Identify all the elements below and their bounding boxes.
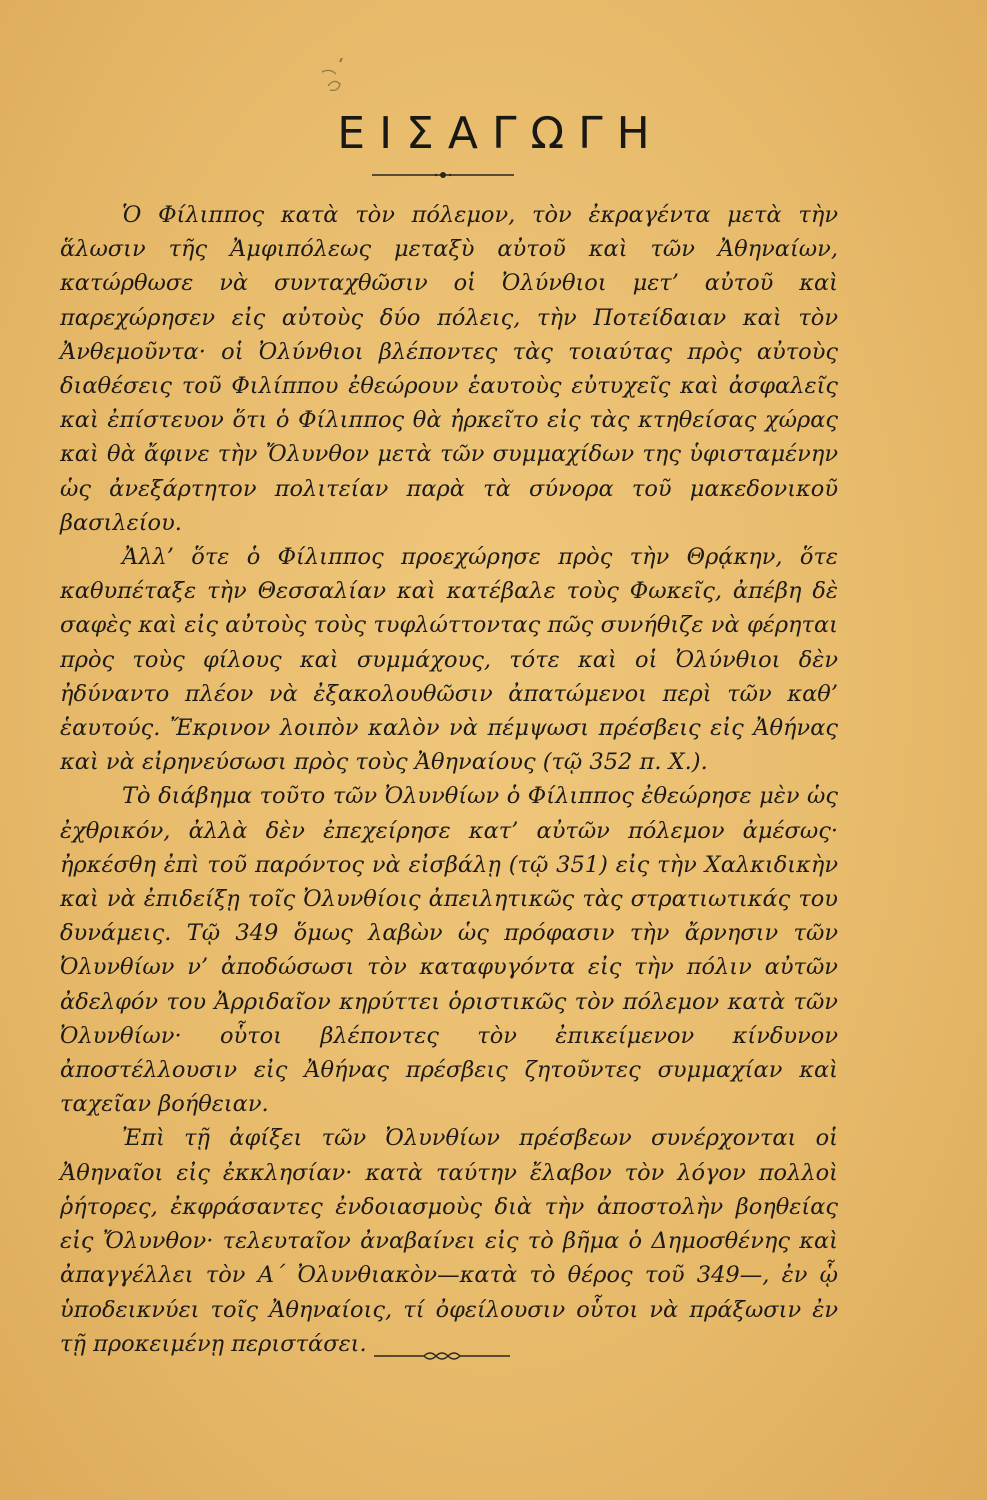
page-title: ΕΙΣΑΓΩΓΗ <box>337 108 664 159</box>
paragraph-3: Τὸ διάβημα τοῦτο τῶν Ὀλυνθίων ὁ Φίλιππος ἐθεώρησε μὲν ὡς ἐχθρικόν, ἀλλὰ δὲν ἐπεχείρησε κατ’ αὐτῶν πόλεμον ἀμέσως· ἠρκέσθη ἐπὶ τοῦ παρόντος νὰ εἰσβάλῃ (τῷ 351) εἰς τὴν Χαλκιδικὴν καὶ νὰ ἐπιδείξῃ τοῖς Ὀλυνθίοις ἀπειλητικῶς τὰς στρατιωτικάς του δυνάμεις. Τῷ 349 ὅμως λαβὼν ὡς πρόφασιν τὴν ἄρνησιν τῶν Ὀλυνθίων ν’ ἀποδώσωσι τὸν καταφυγόντα εἰς τὴν πόλιν αὐτῶν ἀδελφόν του Ἀρριδαῖον κηρύττει ὁριστικῶς τὸν πόλεμον κατὰ τῶν Ὀλυνθίων· οὗτοι βλέποντες τὸν ἐπικείμενον κίνδυνον ἀποστέλλουσιν εἰς Ἀθήνας πρέσβεις ζητοῦντες συμμαχίαν καὶ ταχεῖαν βοήθειαν. <box>60 783 838 1118</box>
paragraph-4: Ἐπὶ τῇ ἀφίξει τῶν Ὀλυνθίων πρέσβεων συνέρχονται οἱ Ἀθηναῖοι εἰς ἐκκλησίαν· κατὰ ταύτην ἔλαβον τὸν λόγον πολλοὶ ῥήτορες, ἐκφράσαντες ἐνδοιασμοὺς διὰ τὴν ἀποστολὴν βοηθείας εἰς Ὄλυνθον· τελευταῖον ἀναβαίνει εἰς τὸ βῆμα ὁ Δημοσθένης καὶ ἀπαγγέλλει τὸν Α΄ Ὀλυνθιακὸν—κατὰ τὸ θέρος τοῦ 349—, ἐν ᾧ ὑποδεικνύει τοῖς Ἀθηναίοις, τί ὀφείλουσιν οὗτοι νὰ πράξωσιν ἐν τῇ προκειμένῃ περιστάσει. <box>60 1125 838 1357</box>
title-ornament-icon <box>368 168 518 182</box>
paragraph-2: Ἀλλ’ ὅτε ὁ Φίλιππος προεχώρησε πρὸς τὴν Θρᾴκην, ὅτε καθυπέταξε τὴν Θεσσαλίαν καὶ κατέβαλε τοὺς Φωκεῖς, ἀπέβη δὲ σαφὲς καὶ εἰς αὐτοὺς τοὺς τυφλώττοντας πῶς συνήθιζε νὰ φέρηται πρὸς τοὺς φίλους καὶ συμμάχους, τότε καὶ οἱ Ὀλύνθιοι δὲν ἠδύναντο πλέον νὰ ἐξακολουθῶσιν ἀπατώμενοι περὶ τῶν καθ’ ἑαυτούς. Ἔκρινον λοιπὸν καλὸν νὰ πέμψωσι πρέσβεις εἰς Ἀθήνας καὶ νὰ εἰρηνεύσωσι πρὸς τοὺς Ἀθηναίους (τῷ 352 π. Χ.). <box>60 544 838 776</box>
paragraph-1: Ὁ Φίλιππος κατὰ τὸν πόλεμον, τὸν ἐκραγέντα μετὰ τὴν ἅλωσιν τῆς Ἀμφιπόλεως μεταξὺ αὐτοῦ καὶ τῶν Ἀθηναίων, κατώρθωσε νὰ συνταχθῶσιν οἱ Ὀλύνθιοι μετ’ αὐτοῦ καὶ παρεχώρησεν εἰς αὐτοὺς δύο πόλεις, τὴν Ποτείδαιαν καὶ τὸν Ἀνθεμοῦντα· οἱ Ὀλύνθιοι βλέποντες τὰς τοιαύτας πρὸς αὐτοὺς διαθέσεις τοῦ Φιλίππου ἐθεώρουν ἑαυτοὺς εὐτυχεῖς καὶ ἀσφαλεῖς καὶ ἐπίστευον ὅτι ὁ Φίλιππος θὰ ἠρκεῖτο εἰς τὰς κτηθείσας χώρας καὶ θὰ ἄφινε τὴν Ὄλυνθον μετὰ τῶν συμμαχίδων της ὑφισταμένην ὡς ἀνεξάρτητον πολιτείαν παρὰ τὰ σύνορα τοῦ μακεδονικοῦ βασιλείου. <box>60 202 838 536</box>
pencil-mark-icon <box>318 58 358 98</box>
end-ornament-icon <box>372 1348 512 1364</box>
body-text <box>60 198 838 1361</box>
